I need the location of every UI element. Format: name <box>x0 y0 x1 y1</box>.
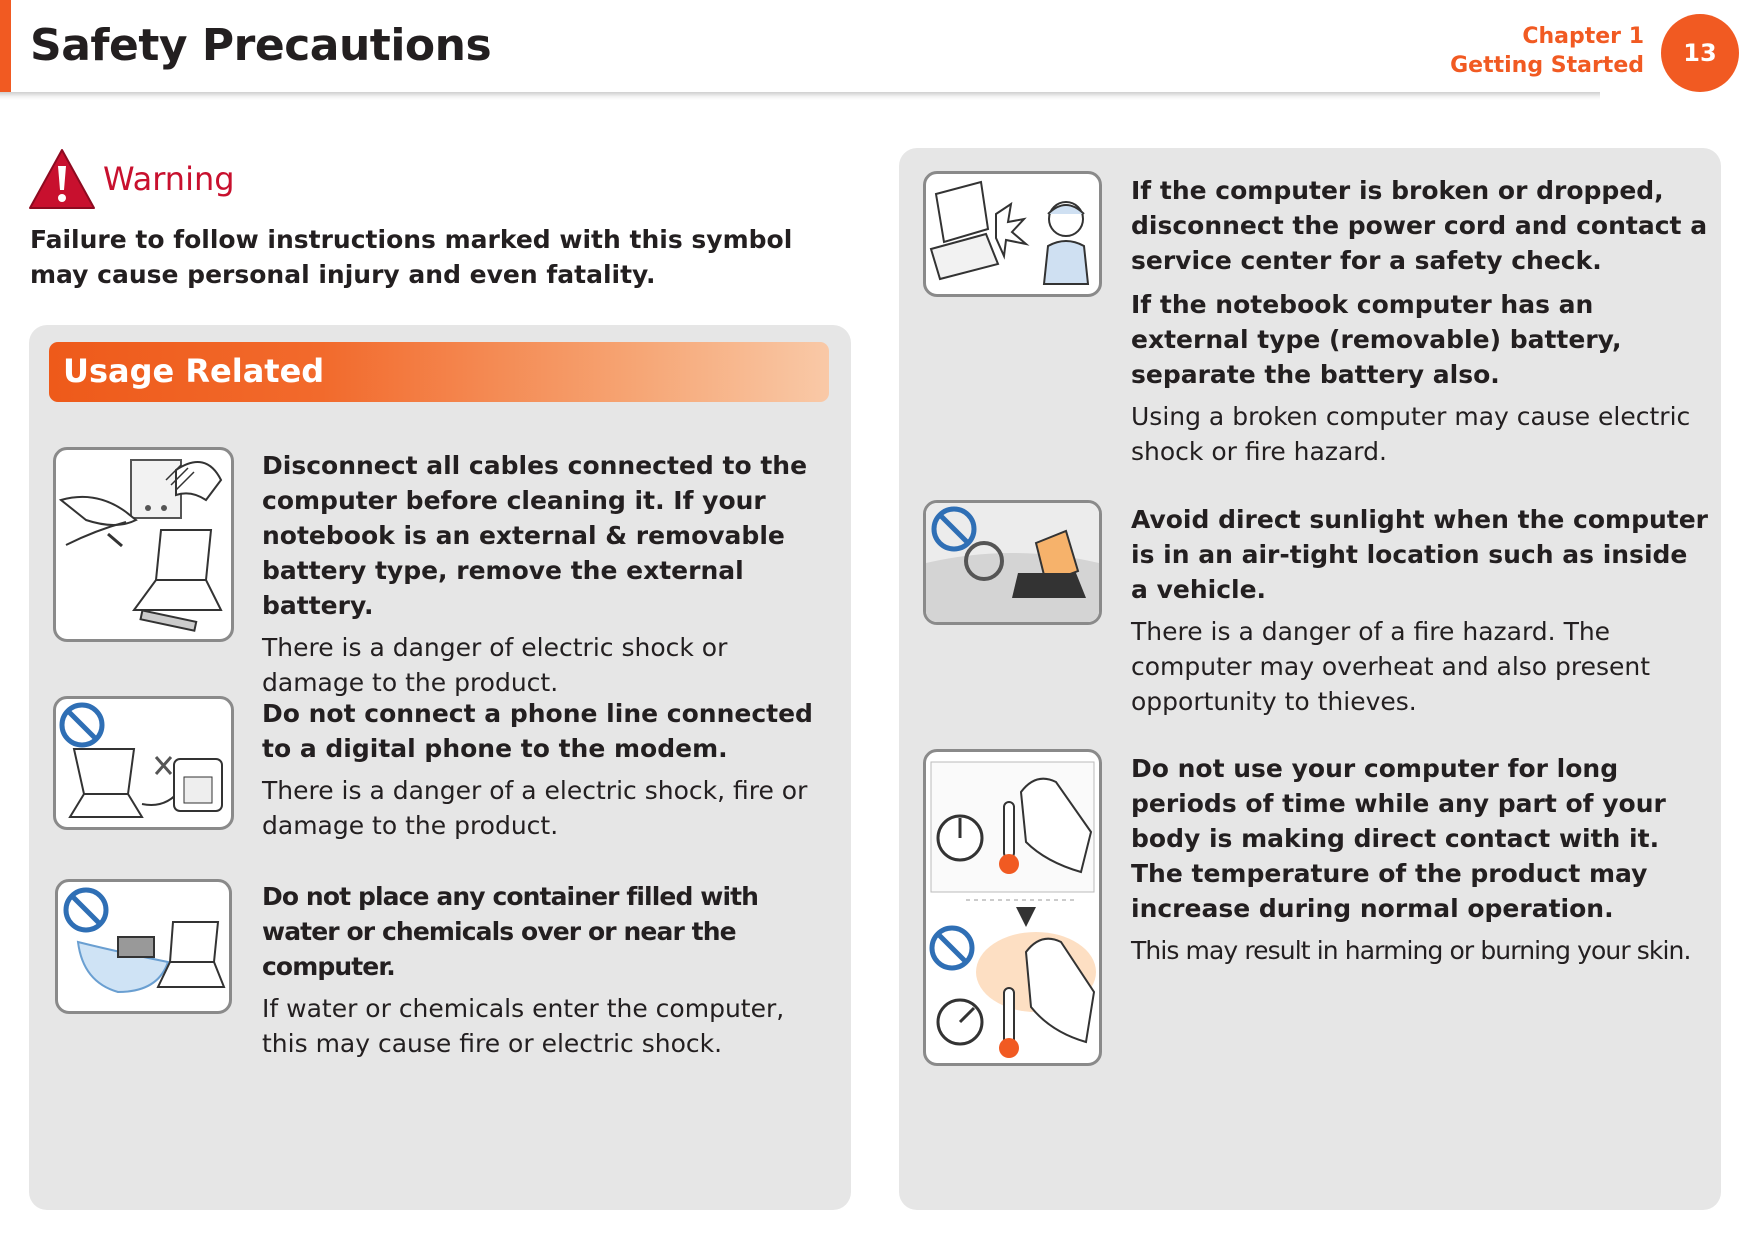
right-item-1 <box>1131 173 1711 469</box>
no-car-sunlight-icon <box>923 500 1102 625</box>
page-title: Safety Precautions <box>30 20 492 71</box>
left-item-2 <box>262 696 827 843</box>
chapter-label <box>1450 22 1644 80</box>
section-header <box>49 342 829 402</box>
right-item-1-title: If the computer is broken or dropped, disconnect the power cord and contact a service center for a safety check. <box>1131 176 1708 275</box>
chapter-number: Chapter 1 <box>1522 24 1644 49</box>
warning-icon <box>28 146 96 212</box>
page-number-badge: 13 <box>1661 14 1739 92</box>
left-item-3-body: If water or chemicals enter the computer, this may cause fire or electric shock. <box>262 994 785 1058</box>
right-item-3-title: Do not use your computer for long periods of time while any part of your body is making direct contact with it. The temperature of the product may increase during normal operation. <box>1131 754 1666 923</box>
no-water-container-icon <box>55 879 232 1014</box>
unplug-cleaning-icon <box>53 447 234 642</box>
right-item-1-body: Using a broken computer may cause electric shock or fire hazard. <box>1131 402 1691 466</box>
warning-label: Warning <box>103 160 235 198</box>
chapter-title: Getting Started <box>1450 53 1644 78</box>
left-item-1-title: Disconnect all cables connected to the computer before cleaning it. If your notebook is an external & removable battery type, remove the external battery. <box>262 451 808 620</box>
section-title: Usage Related <box>63 352 325 390</box>
right-item-1-title-2: If the notebook computer has an external type (removable) battery, separate the battery also. <box>1131 290 1622 389</box>
no-phone-line-icon <box>53 696 234 830</box>
broken-computer-service-icon <box>923 171 1102 297</box>
left-item-3 <box>262 879 827 1061</box>
header-accent-bar <box>0 0 11 96</box>
left-item-1 <box>262 448 827 700</box>
right-item-2 <box>1131 502 1711 719</box>
left-item-1-body: There is a danger of electric shock or damage to the product. <box>262 633 728 697</box>
right-item-3-body: This may result in harming or burning your skin. <box>1131 936 1691 965</box>
right-item-2-title: Avoid direct sunlight when the computer is in an air-tight location such as inside a vehicle. <box>1131 505 1709 604</box>
no-long-skin-contact-icon <box>923 749 1102 1066</box>
left-item-2-body: There is a danger of a electric shock, fire or damage to the product. <box>262 776 808 840</box>
left-item-3-title: Do not place any container filled with water or chemicals over or near the computer. <box>262 882 759 981</box>
header-divider <box>0 92 1600 100</box>
warning-description: Failure to follow instructions marked with this symbol may cause personal injury and even fatality. <box>30 225 793 289</box>
right-item-3 <box>1131 751 1711 968</box>
right-item-2-body: There is a danger of a fire hazard. The computer may overheat and also present opportunity to thieves. <box>1131 617 1651 716</box>
left-item-2-title: Do not connect a phone line connected to a digital phone to the modem. <box>262 699 813 763</box>
